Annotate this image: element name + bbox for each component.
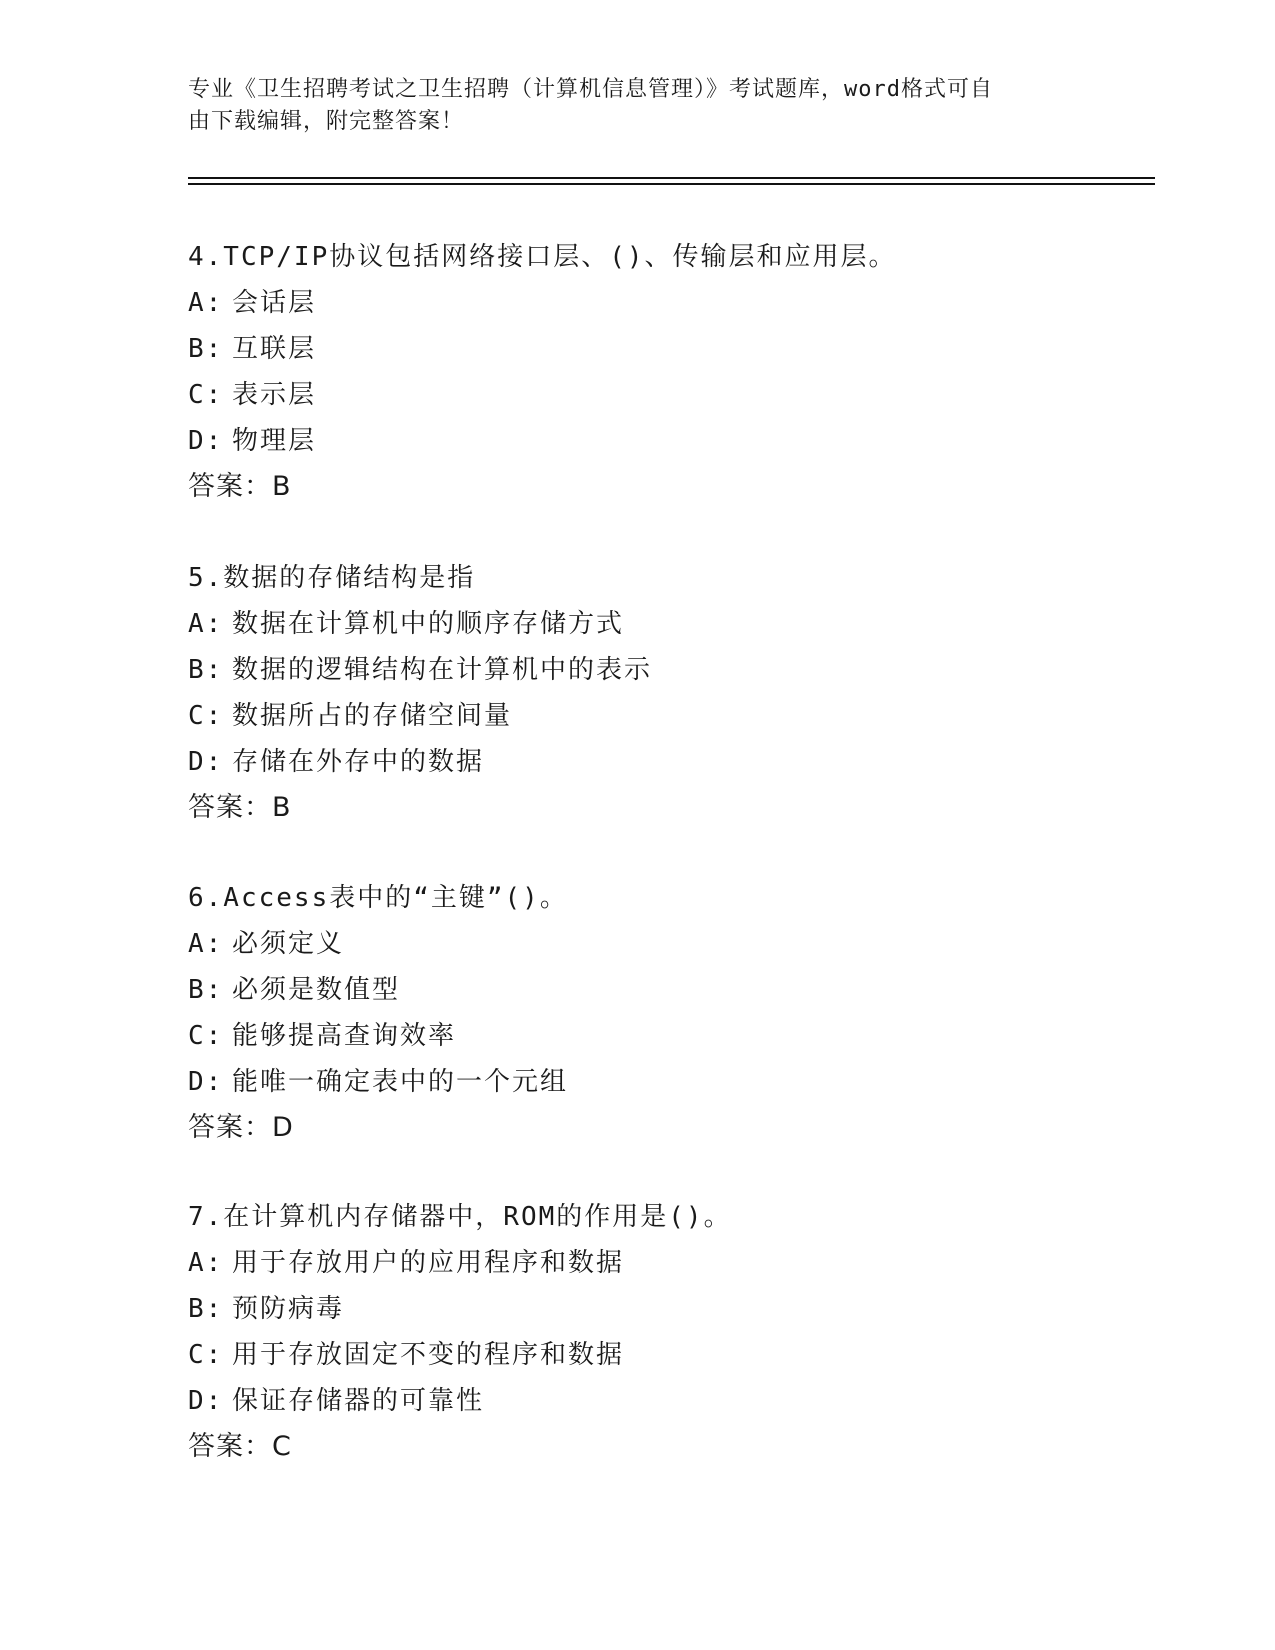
option-c (188, 1332, 1148, 1378)
answer-line: 答案：D (188, 1112, 294, 1143)
option-text: 物理层 (232, 426, 317, 456)
option-letter: C: (188, 1021, 224, 1051)
question-title: 6.Access表中的“主键”()。 (188, 883, 568, 913)
option-letter: D: (188, 426, 224, 456)
header-line-1: 专业《卫生招聘考试之卫生招聘（计算机信息管理）》考试题库，word格式可自 (188, 77, 993, 102)
option-letter: A: (188, 929, 224, 959)
question-4 (188, 234, 1148, 510)
option-text: 能唯一确定表中的一个元组 (232, 1067, 569, 1097)
option-d (188, 1378, 1148, 1424)
option-text: 用于存放用户的应用程序和数据 (232, 1248, 625, 1278)
option-text: 互联层 (232, 334, 317, 364)
question-6 (188, 875, 1148, 1151)
option-letter: A: (188, 1248, 224, 1278)
option-text: 表示层 (232, 380, 317, 410)
option-d (188, 1059, 1148, 1105)
question-title: 4.TCP/IP协议包括网络接口层、()、传输层和应用层。 (188, 242, 897, 272)
option-a (188, 921, 1148, 967)
option-b (188, 967, 1148, 1013)
option-c (188, 372, 1148, 418)
option-letter: C: (188, 1340, 224, 1370)
option-d (188, 739, 1148, 785)
option-text: 必须定义 (232, 929, 345, 959)
option-text: 保证存储器的可靠性 (232, 1386, 485, 1416)
option-letter: B: (188, 655, 224, 685)
option-letter: B: (188, 1294, 224, 1324)
option-c (188, 1013, 1148, 1059)
option-letter: C: (188, 701, 224, 731)
option-d (188, 418, 1148, 464)
document-header (188, 74, 1088, 138)
option-c (188, 693, 1148, 739)
option-a (188, 601, 1148, 647)
answer-line: 答案：B (188, 471, 292, 502)
option-letter: D: (188, 1386, 224, 1416)
option-b (188, 647, 1148, 693)
answer-line: 答案：C (188, 1431, 292, 1462)
option-letter: A: (188, 288, 224, 318)
option-text: 数据在计算机中的顺序存储方式 (232, 609, 625, 639)
option-text: 能够提高查询效率 (232, 1021, 457, 1051)
option-text: 预防病毒 (232, 1294, 345, 1324)
option-letter: D: (188, 747, 224, 777)
option-text: 必须是数值型 (232, 975, 401, 1005)
option-b (188, 326, 1148, 372)
option-a (188, 1240, 1148, 1286)
option-letter: C: (188, 380, 224, 410)
question-title: 7.在计算机内存储器中，ROM的作用是()。 (188, 1202, 732, 1232)
question-title: 5.数据的存储结构是指 (188, 563, 476, 593)
header-line-2: 由下载编辑，附完整答案！ (188, 109, 465, 134)
option-letter: D: (188, 1067, 224, 1097)
option-text: 会话层 (232, 288, 317, 318)
option-text: 数据的逻辑结构在计算机中的表示 (232, 655, 653, 685)
option-letter: A: (188, 609, 224, 639)
answer-line: 答案：B (188, 792, 292, 823)
question-7 (188, 1194, 1148, 1470)
option-text: 用于存放固定不变的程序和数据 (232, 1340, 625, 1370)
option-letter: B: (188, 334, 224, 364)
option-text: 数据所占的存储空间量 (232, 701, 513, 731)
header-divider-top (188, 177, 1155, 179)
option-text: 存储在外存中的数据 (232, 747, 485, 777)
question-5 (188, 555, 1148, 831)
header-divider-bottom (188, 183, 1155, 185)
option-b (188, 1286, 1148, 1332)
option-letter: B: (188, 975, 224, 1005)
option-a (188, 280, 1148, 326)
